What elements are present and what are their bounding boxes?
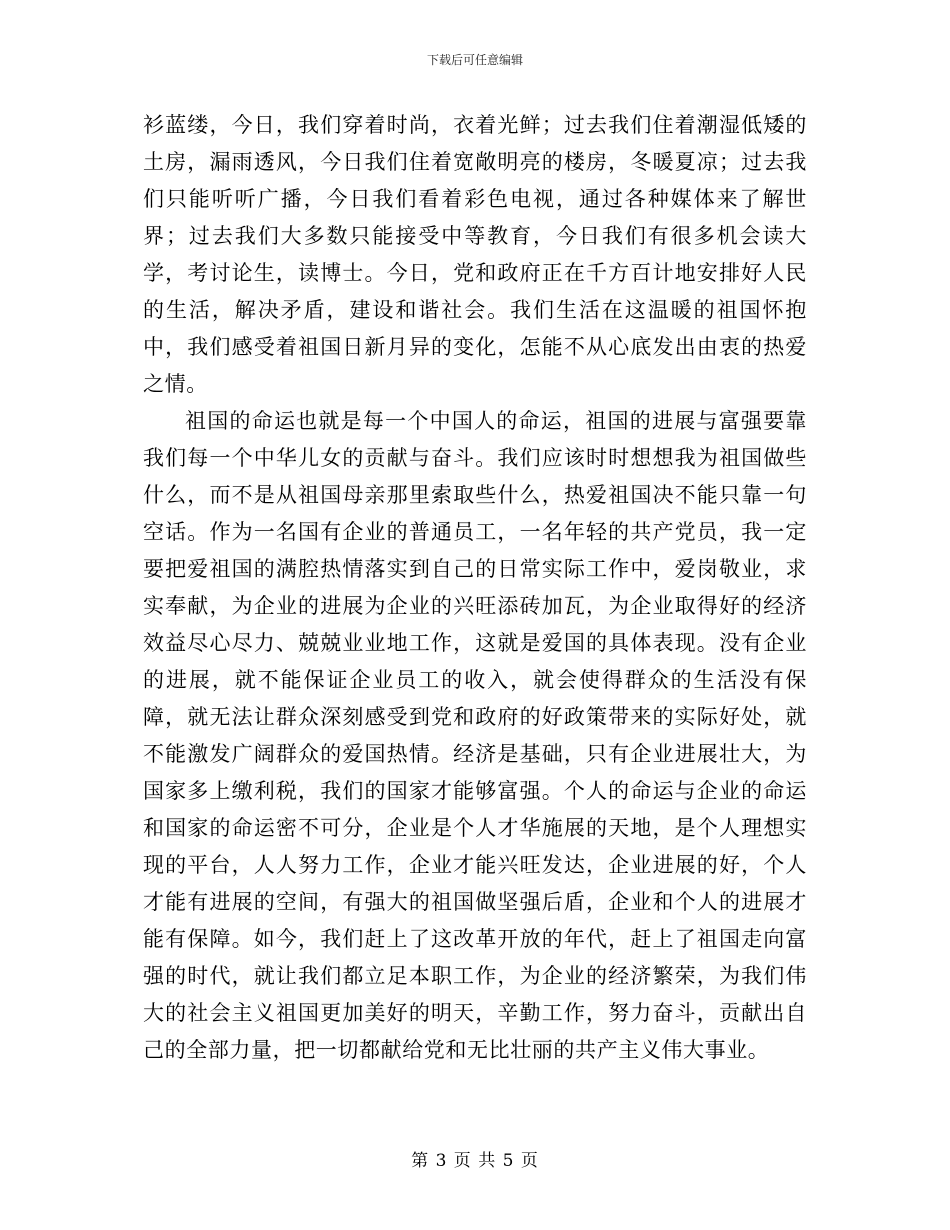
paragraph: 祖国的命运也就是每一个中国人的命运，祖国的进展与富强要靠我们每一个中华儿女的贡献与奋斗。我们应该时时想想我为祖国做些什么，而不是从祖国母亲那里索取些什么，热爱祖国决不能只靠一句空话。作为一名国有企业的普通员工，一名年轻的共产党员，我一定要把爱祖国的满腔热情落实到自己的日常实际工作中，爱岗敬业，求实奉献，为企业的进展为企业的兴旺添砖加瓦，为企业取得好的经济效益尽心尽力、兢兢业业地工作，这就是爱国的具体表现。没有企业的进展，就不能保证企业员工的收入，就会使得群众的生活没有保障，就无法让群众深刻感受到党和政府的好政策带来的实际好处，就不能激发广阔群众的爱国热情。经济是基础，只有企业进展壮大，为国家多上缴利税，我们的国家才能够富强。个人的命运与企业的命运和国家的命运密不可分，企业是个人才华施展的天地，是个人理想实现的平台，人人努力工作，企业才能兴旺发达，企业进展的好，个人才能有进展的空间，有强大的祖国做坚强后盾，企业和个人的进展才能有保障。如今，我们赶上了这改革开放的年代，赶上了祖国走向富强的时代，就让我们都立足本职工作，为企业的经济繁荣，为我们伟大的社会主义祖国更加美好的明天，辛勤工作，努力奋斗，贡献出自己的全部力量，把一切都献给党和无比壮丽的共产主义伟大事业。 <box>143 409 807 1062</box>
page-header: 下载后可任意编辑 <box>426 53 523 67</box>
document-body <box>143 107 807 1069</box>
paragraph-continuation: 衫蓝缕，今日，我们穿着时尚，衣着光鲜；过去我们住着潮湿低矮的土房，漏雨透风，今日我们住着宽敞明亮的楼房，冬暖夏凉；过去我们只能听听广播，今日我们看着彩色电视，通过各种媒体来了解世界；过去我们大多数只能接受中等教育，今日我们有很多机会读大学，考讨论生，读博士。今日，党和政府正在千方百计地安排好人民的生活，解决矛盾，建设和谐社会。我们生活在这温暖的祖国怀抱中，我们感受着祖国日新月异的变化，怎能不从心底发出由衷的热爱之情。 <box>143 113 807 396</box>
page-number-footer: 第 3 页 共 5 页 <box>411 1151 539 1171</box>
